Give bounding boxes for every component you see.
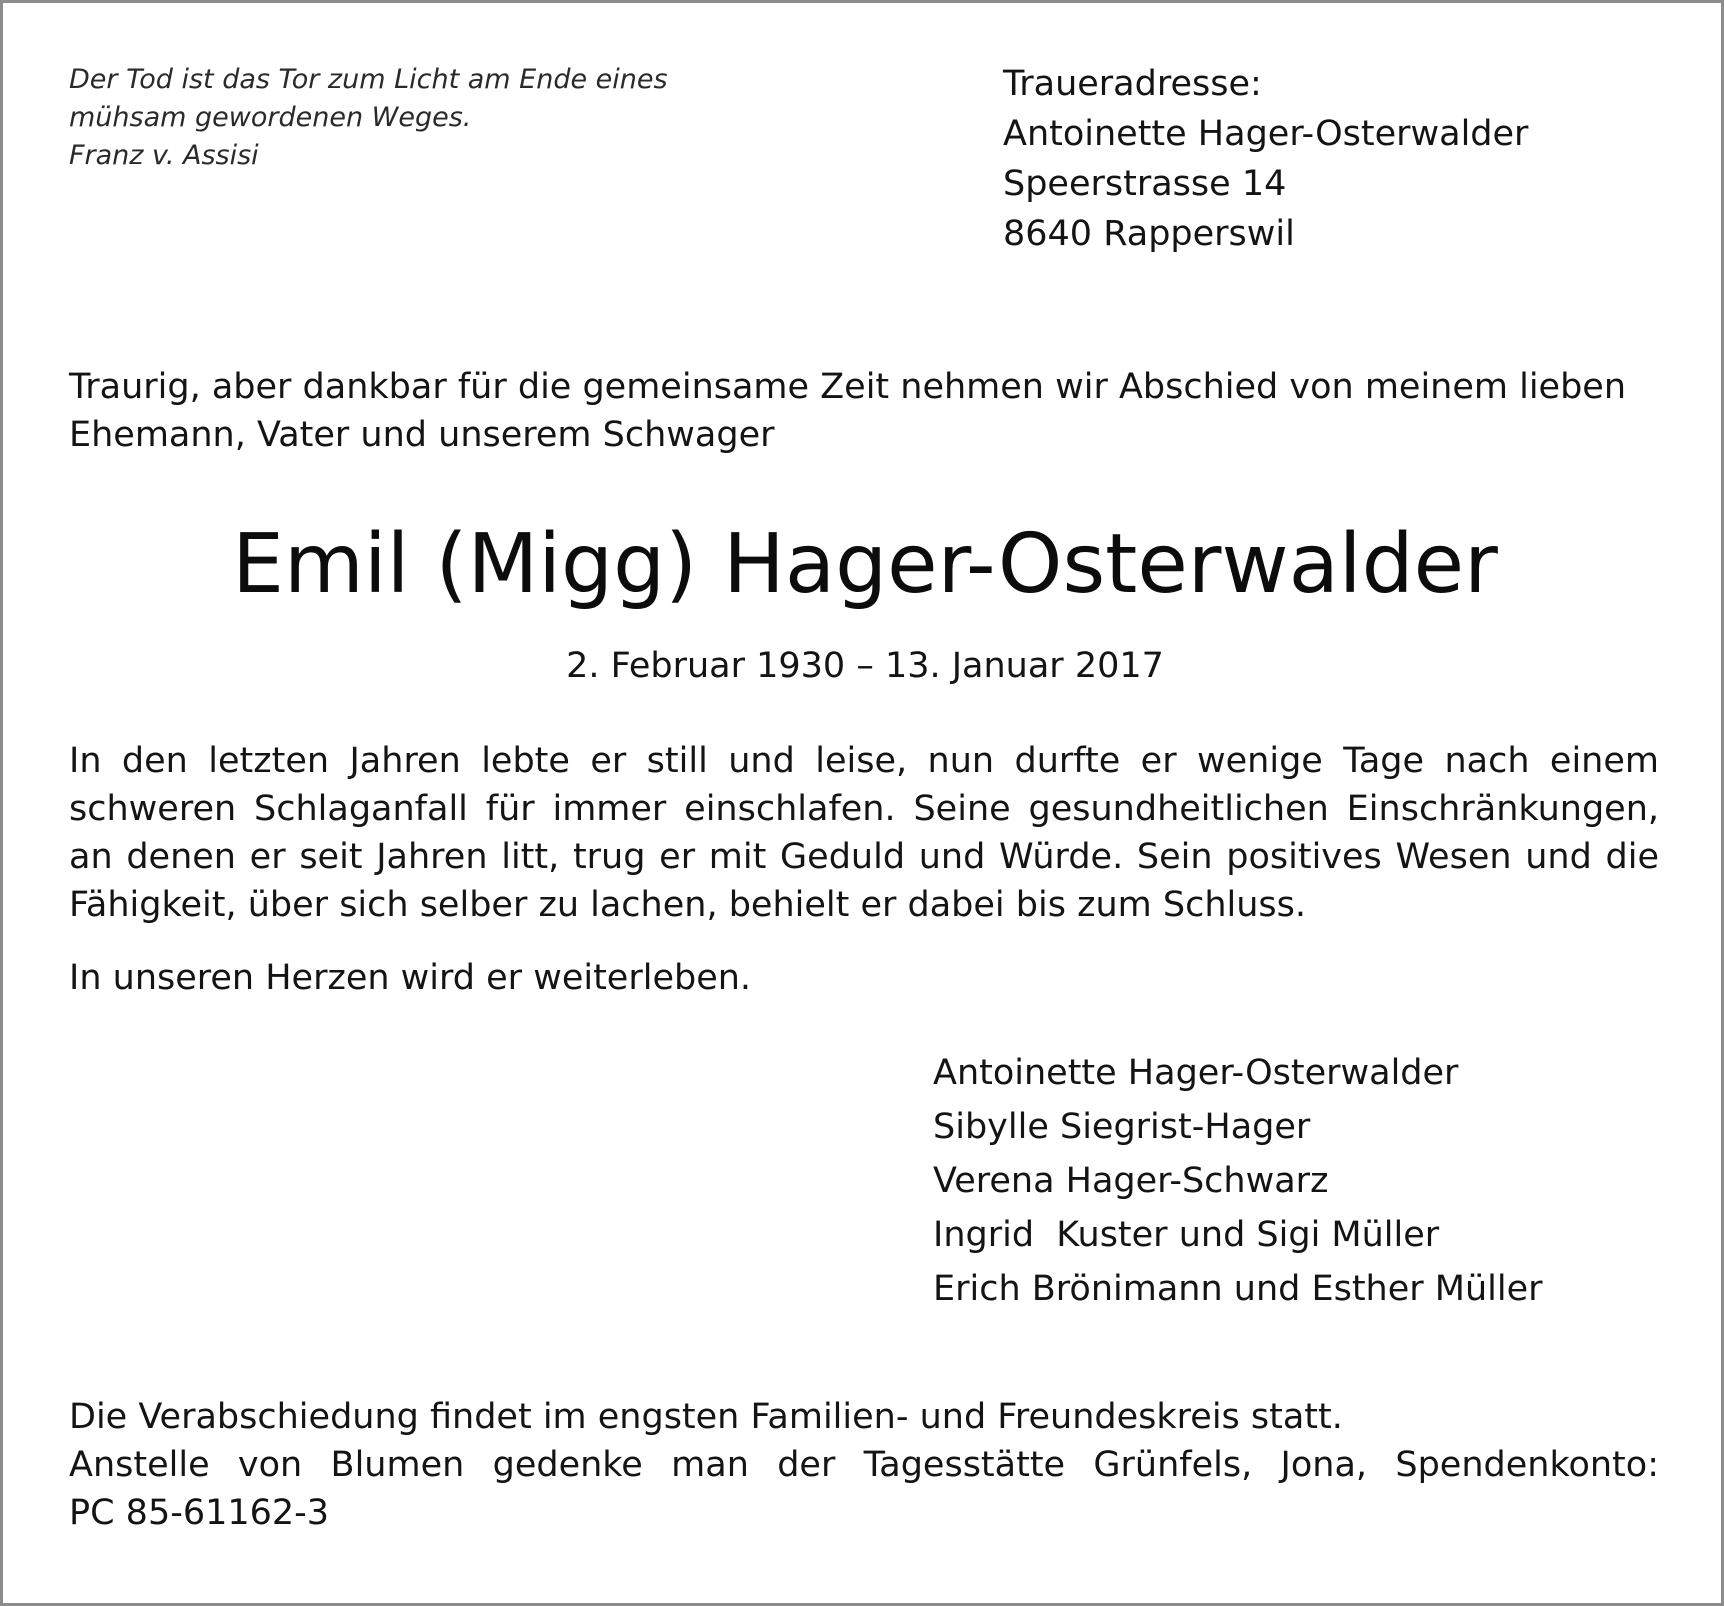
deceased-name: Emil (Migg) Hager-Osterwalder (232, 517, 1498, 612)
intro-text: Traurig, aber dankbar für die gemeinsame Zeit nehmen wir Abschied von meinem lieben Ehemann, Vater und unserem Schwager (69, 367, 1627, 455)
mourner-name: Erich Brönimann und Esther Müller (933, 1269, 1543, 1309)
footer-notes (69, 1393, 1659, 1537)
body-paragraph: In den letzten Jahren lebte er still und leise, nun durfte er wenige Tage nach einem schweren Schlaganfall für immer einschlafen. Seine gesundheitlichen Einschränkungen, an denen er seit Jahren litt, trug er mit Geduld und Würde. Sein positives Wesen und die Fähigkeit, über sich selber zu lachen, behielt er dabei bis zum Schluss. (69, 741, 1659, 925)
mourner-name: Verena Hager-Schwarz (933, 1161, 1329, 1201)
donation-account: PC 85-61162-3 (69, 1493, 330, 1533)
quote-line: Der Tod ist das Tor zum Licht am Ende eines (69, 64, 668, 95)
address-city: 8640 Rapperswil (1003, 214, 1295, 254)
address-heading: Traueradresse: (1003, 64, 1262, 104)
quote-line: mühsam gewordenen Weges. (69, 102, 472, 133)
quote-author: Franz v. Assisi (69, 140, 259, 171)
epigraph-quote (69, 61, 809, 175)
mourner-name: Antoinette Hager-Osterwalder (933, 1053, 1459, 1093)
mourner-name: Sibylle Siegrist-Hager (933, 1107, 1311, 1147)
mourning-address (1003, 59, 1703, 259)
address-street: Speerstrasse 14 (1003, 164, 1287, 204)
donation-note: Anstelle von Blumen gedenke man der Tagesstätte Grünfels, Jona, Spendenkonto: (69, 1445, 1659, 1485)
address-name: Antoinette Hager-Osterwalder (1003, 114, 1529, 154)
mourners-list (933, 1046, 1693, 1316)
mourner-name: Ingrid Kuster und Sigi Müller (933, 1215, 1440, 1255)
closing-line: In unseren Herzen wird er weiterleben. (69, 958, 752, 998)
life-dates: 2. Februar 1930 – 13. Januar 2017 (566, 646, 1164, 686)
farewell-note: Die Verabschiedung findet im engsten Familien- und Freundeskreis statt. (69, 1397, 1343, 1437)
